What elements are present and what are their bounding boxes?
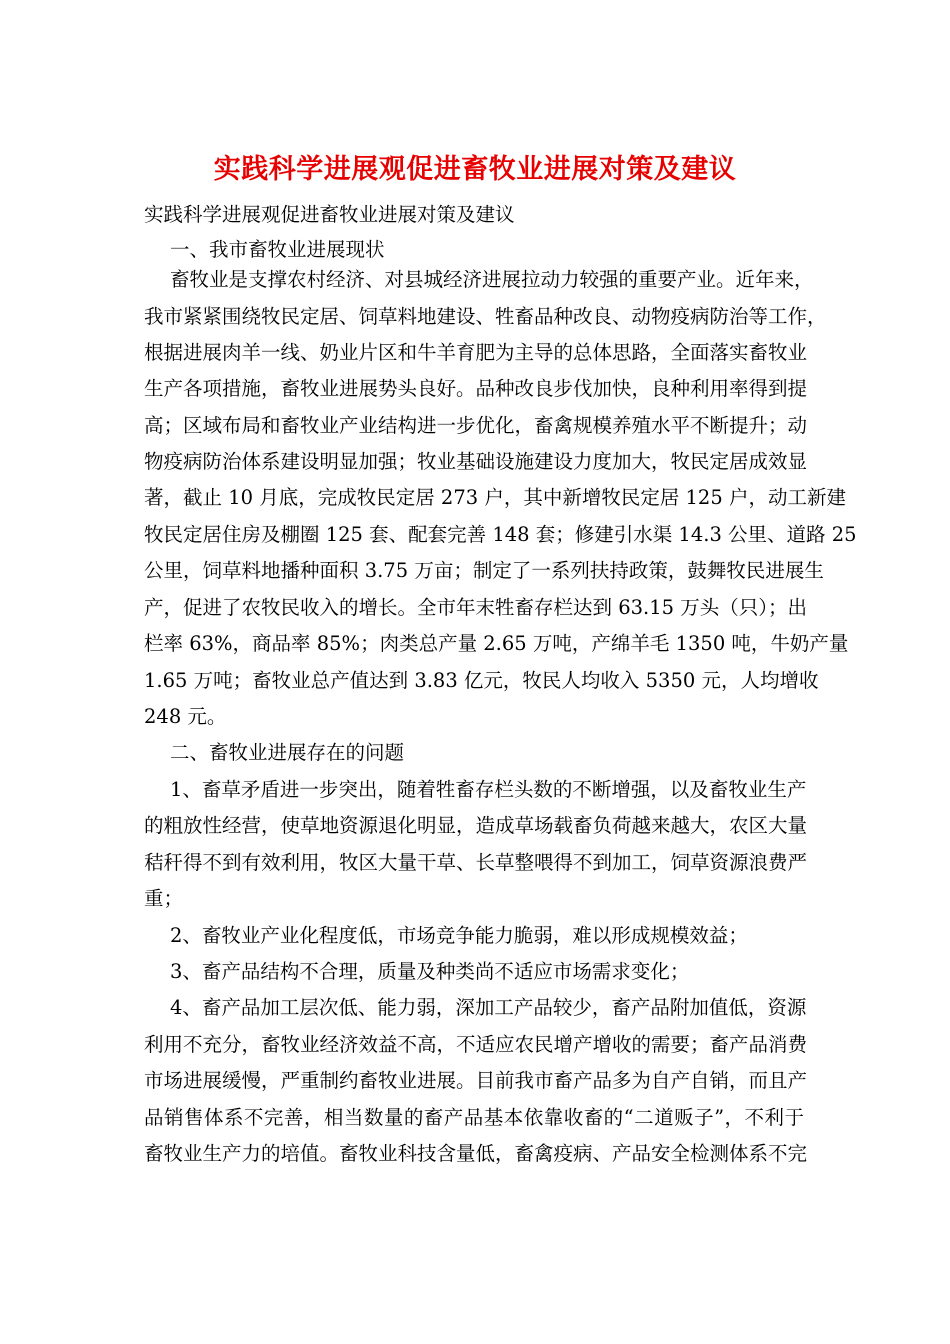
- paragraph-line: 产，促进了农牧民收入的增长。全市年末牲畜存栏达到 63.15 万头（只）；出: [144, 596, 807, 619]
- paragraph-line: 4、畜产品加工层次低、能力弱，深加工产品较少，畜产品附加值低，资源: [170, 996, 807, 1019]
- paragraph-line: 市场进展缓慢，严重制约畜牧业进展。目前我市畜产品多为自产自销，而且产: [144, 1069, 808, 1092]
- paragraph-line: 1.65 万吨；畜牧业总产值达到 3.83 亿元，牧民人均收入 5350 元，人均增收: [144, 669, 819, 692]
- paragraph-line: 我市紧紧围绕牧民定居、饲草料地建设、牲畜品种改良、动物疫病防治等工作，: [144, 305, 827, 328]
- section-heading-2: 二、畜牧业进展存在的问题: [170, 741, 405, 764]
- paragraph-line: 2、畜牧业产业化程度低，市场竞争能力脆弱，难以形成规模效益；: [170, 924, 748, 947]
- paragraph-line: 3、畜产品结构不合理，质量及种类尚不适应市场需求变化；: [170, 960, 690, 983]
- section-heading-1: 一、我市畜牧业进展现状: [170, 238, 385, 261]
- paragraph-line: 1、畜草矛盾进一步突出，随着牲畜存栏头数的不断增强，以及畜牧业生产: [170, 778, 807, 801]
- paragraph-line: 物疫病防治体系建设明显加强；牧业基础设施建设力度加大，牧民定居成效显: [144, 450, 808, 473]
- paragraph-line: 畜牧业是支撑农村经济、对县城经济进展拉动力较强的重要产业。近年来，: [170, 268, 814, 291]
- paragraph-line: 畜牧业生产力的培值。畜牧业科技含量低，畜禽疫病、产品安全检测体系不完: [144, 1142, 808, 1165]
- paragraph-line: 牧民定居住房及棚圈 125 套、配套完善 148 套；修建引水渠 14.3 公里、道路 25: [144, 523, 857, 546]
- document-title: 实践科学进展观促进畜牧业进展对策及建议: [213, 154, 737, 185]
- paragraph-line: 秸秆得不到有效利用，牧区大量干草、长草整喂得不到加工，饲草资源浪费严: [144, 851, 808, 874]
- subtitle-line: 实践科学进展观促进畜牧业进展对策及建议: [144, 203, 515, 226]
- paragraph-line: 生产各项措施，畜牧业进展势头良好。品种改良步伐加快，良种利用率得到提: [144, 377, 808, 400]
- paragraph-line: 著，截止 10 月底，完成牧民定居 273 户，其中新增牧民定居 125 户，动工新建: [144, 486, 846, 509]
- paragraph-line: 利用不充分，畜牧业经济效益不高，不适应农民增产增收的需要；畜产品消费: [144, 1033, 808, 1056]
- paragraph-line: 品销售体系不完善，相当数量的畜产品基本依靠收畜的“二道贩子”，不利于: [144, 1106, 804, 1129]
- paragraph-line: 248 元。: [144, 705, 227, 728]
- paragraph-line: 栏率 63%，商品率 85%；肉类总产量 2.65 万吨，产绵羊毛 1350 吨，牛奶产量: [144, 632, 849, 655]
- paragraph-line: 公里，饲草料地播种面积 3.75 万亩；制定了一系列扶持政策，鼓舞牧民进展生: [144, 559, 824, 582]
- paragraph-line: 重；: [144, 887, 184, 910]
- paragraph-line: 根据进展肉羊一线、奶业片区和牛羊育肥为主导的总体思路，全面落实畜牧业: [144, 341, 808, 364]
- paragraph-line: 高；区域布局和畜牧业产业结构进一步优化，畜禽规模养殖水平不断提升；动: [144, 414, 808, 437]
- paragraph-line: 的粗放性经营，使草地资源退化明显，造成草场载畜负荷越来越大，农区大量: [144, 814, 808, 837]
